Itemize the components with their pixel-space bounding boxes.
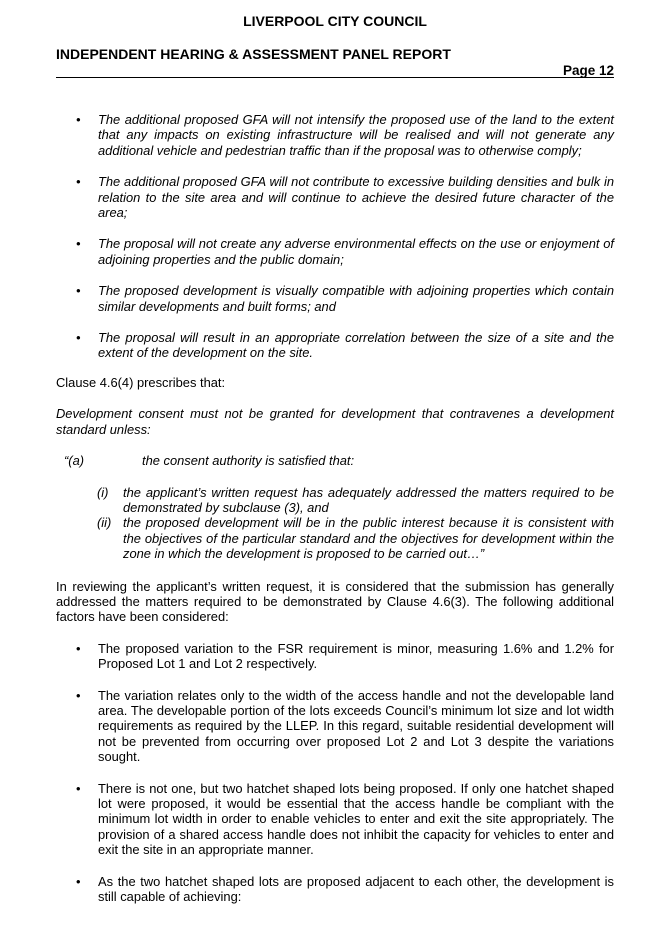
clause-text: the consent authority is satisfied that: [142, 453, 355, 469]
clause-item-a [56, 453, 614, 468]
list-item: • As the two hatchet shaped lots are proposed adjacent to each other, the development is still capable of achieving: [56, 874, 614, 905]
list-item: • The proposed variation to the FSR requirement is minor, measuring 1.6% and 1.2% for Proposed Lot 1 and Lot 2 respectively. [56, 641, 614, 672]
list-item: • The additional proposed GFA will not contribute to excessive building densities and bulk in relation to the site area and will continue to achieve the desired future character of the area; [56, 174, 614, 220]
header-rule [56, 77, 614, 78]
review-paragraph: In reviewing the applicant’s written request, it is considered that the submission has generally addressed the matters required to be demonstrated by Clause 4.6(3). The following additional factors have been considered: [56, 578, 614, 625]
sub-clause-text: the proposed development will be in the public interest because it is consistent with the objectives of the particular standard and the objectives for development within the zone in which the development is proposed to be carried out…” [123, 515, 614, 562]
clause-quote: Development consent must not be granted for development that contravenes a development standard unless: [56, 406, 614, 437]
report-body [56, 112, 614, 904]
clause-label: “(a) [64, 453, 85, 469]
bullet-icon: • [76, 174, 81, 190]
bullet-icon: • [76, 112, 81, 127]
bullet-icon: • [76, 640, 81, 656]
list-item: • The proposed development is visually compatible with adjoining properties which contain similar developments and built forms; and [56, 283, 614, 314]
bullet-icon: • [76, 236, 81, 252]
bullet-icon: • [76, 283, 81, 299]
bullet-icon: • [76, 780, 81, 796]
sub-clause-text: the applicant’s written request has adequately addressed the matters required to be demonstrated by subclause (3), and [123, 484, 614, 515]
report-heading: INDEPENDENT HEARING & ASSESSMENT PANEL REPORT [56, 46, 451, 62]
bullet-icon: • [76, 873, 81, 889]
sub-clause-list [56, 485, 614, 562]
bullet-icon: • [76, 330, 81, 346]
bullet-icon: • [76, 687, 81, 703]
page-number: Page 12 [562, 63, 614, 78]
clause-intro: Clause 4.6(4) prescribes that: [56, 374, 226, 390]
list-item: • The proposal will result in an appropriate correlation between the size of a site and the extent of the development on the site. [56, 330, 614, 361]
factors-list [56, 641, 614, 905]
sub-clause-label: (i) [97, 484, 109, 500]
list-item: • The additional proposed GFA will not intensify the proposed use of the land to the extent that any impacts on existing infrastructure will be realised and will not generate any additional vehicle and pedestrian traffic than if the proposal was to otherwise comply; [56, 112, 614, 158]
list-item: • The variation relates only to the width of the access handle and not the developable land area. The developable portion of the lots exceeds Council’s minimum lot size and lot width requirements as required by the LLEP. In this regard, suitable residential development will not be prevented from occurring over proposed Lot 2 and Lot 3 despite the variations sought. [56, 688, 614, 765]
council-heading: LIVERPOOL CITY COUNCIL [243, 13, 427, 29]
sub-clause-item [56, 485, 614, 516]
list-item: • The proposal will not create any adverse environmental effects on the use or enjoyment of adjoining properties and the public domain; [56, 236, 614, 267]
list-item: • There is not one, but two hatchet shaped lots being proposed. If only one hatchet shaped lot were proposed, it would be essential that the access handle be compliant with the minimum lot width in order to enable vehicles to enter and exit the site appropriately. The provision of a shared access handle does not inhibit the capacity for vehicles to enter and exit the site in an appropriate manner. [56, 781, 614, 858]
sub-clause-label: (ii) [97, 515, 112, 531]
sub-clause-item [56, 515, 614, 561]
objectives-list [56, 112, 614, 361]
